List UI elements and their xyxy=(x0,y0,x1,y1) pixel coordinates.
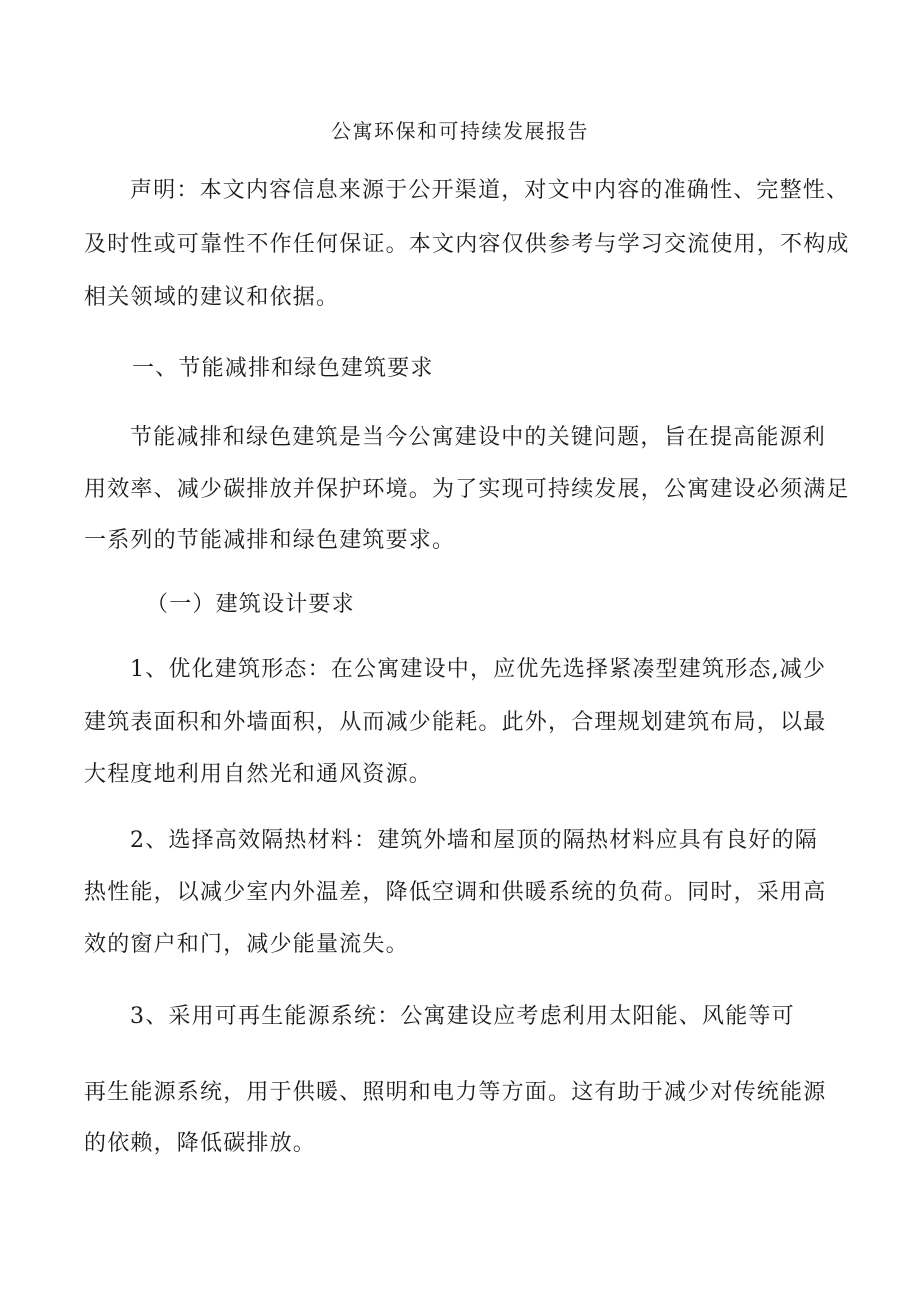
paragraph-line: 1、优化建筑形态：在公寓建设中，应优先选择紧凑型建筑形态,减少 xyxy=(130,657,827,682)
paragraph-line: 2、选择高效隔热材料：建筑外墙和屋顶的隔热材料应具有良好的隔 xyxy=(130,828,818,853)
subsection-heading: （一）建筑设计要求 xyxy=(146,592,355,617)
paragraph-line: 大程度地利用自然光和通风资源。 xyxy=(84,762,433,787)
paragraph-line: 一系列的节能减排和绿色建筑要求。 xyxy=(84,528,456,553)
paragraph-line: 用效率、减少碳排放并保护环境。为了实现可持续发展，公寓建设必须满足 xyxy=(84,477,850,502)
paragraph-line: 的依赖，降低碳排放。 xyxy=(84,1131,317,1156)
paragraph-line: 效的窗户和门，减少能量流失。 xyxy=(84,932,409,957)
disclaimer-line: 相关领域的建议和依据。 xyxy=(84,285,340,310)
paragraph-line: 节能减排和绿色建筑是当今公寓建设中的关键问题，旨在提高能源利 xyxy=(130,425,827,450)
disclaimer-line: 及时性或可靠性不作任何保证。本文内容仅供参考与学习交流使用，不构成 xyxy=(84,232,850,257)
paragraph-line: 热性能，以减少室内外温差，降低空调和供暖系统的负荷。同时，采用高 xyxy=(84,880,827,905)
paragraph-line: 建筑表面积和外墙面积，从而减少能耗。此外，合理规划建筑布局，以最 xyxy=(84,710,827,735)
disclaimer-line: 声明：本文内容信息来源于公开渠道，对文中内容的准确性、完整性、 xyxy=(130,178,850,203)
paragraph-line: 3、采用可再生能源系统：公寓建设应考虑利用太阳能、风能等可 xyxy=(130,1004,795,1029)
section-heading: 一、节能减排和绿色建筑要求 xyxy=(132,356,434,381)
document-title: 公寓环保和可持续发展报告 xyxy=(331,119,589,143)
paragraph-line: 再生能源系统，用于供暖、照明和电力等方面。这有助于减少对传统能源 xyxy=(84,1080,827,1105)
